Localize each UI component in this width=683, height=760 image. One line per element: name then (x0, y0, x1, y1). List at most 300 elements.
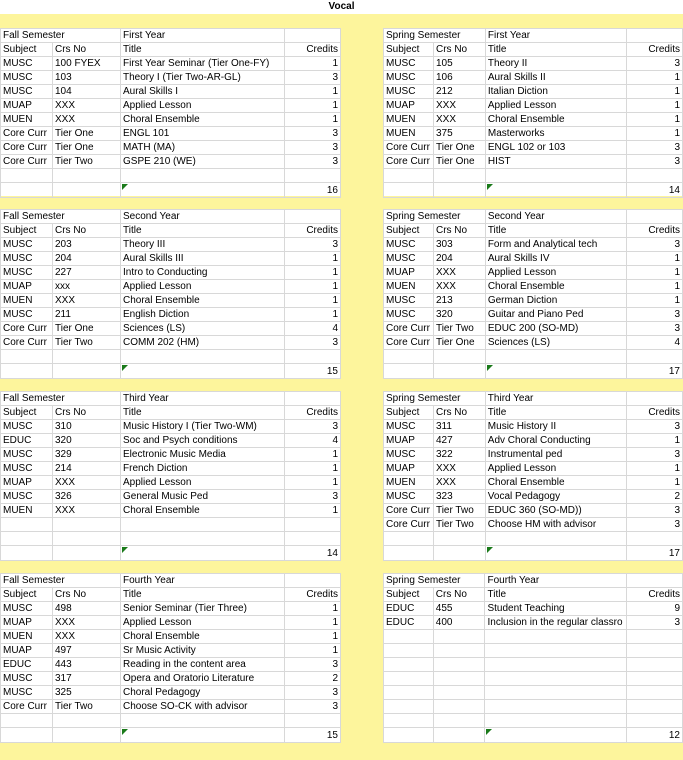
crs-no-cell[interactable]: 375 (433, 127, 485, 141)
subject-cell[interactable]: MUSC (1, 462, 53, 476)
header-crs-no[interactable]: Crs No (433, 588, 485, 602)
year-label-cell[interactable]: First Year (121, 29, 285, 43)
credits-cell[interactable]: 3 (285, 686, 341, 700)
empty-cell[interactable] (1, 546, 53, 561)
course-title-cell[interactable]: Music History II (485, 420, 627, 434)
course-title-cell[interactable]: Applied Lesson (485, 99, 626, 113)
header-subject[interactable]: Subject (1, 224, 53, 238)
course-title-cell[interactable]: Inclusion in the regular classro (485, 616, 627, 630)
empty-cell[interactable] (433, 169, 485, 183)
header-subject[interactable]: Subject (1, 406, 53, 420)
crs-no-cell[interactable]: XXX (53, 113, 121, 127)
subject-cell[interactable]: MUEN (384, 476, 434, 490)
credits-cell[interactable]: 3 (627, 322, 683, 336)
empty-cell[interactable] (285, 210, 341, 224)
crs-no-cell[interactable]: 211 (53, 308, 121, 322)
empty-cell[interactable] (433, 532, 485, 546)
course-title-cell[interactable]: Sciences (LS) (121, 322, 285, 336)
empty-cell[interactable] (627, 169, 683, 183)
header-subject[interactable]: Subject (1, 43, 53, 57)
crs-no-cell[interactable]: 104 (53, 85, 121, 99)
header-title[interactable]: Title (121, 588, 285, 602)
crs-no-cell[interactable] (433, 700, 485, 714)
subject-cell[interactable]: Core Curr (1, 336, 53, 350)
header-credits[interactable]: Credits (627, 406, 683, 420)
subject-cell[interactable]: Core Curr (1, 127, 53, 141)
header-subject[interactable]: Subject (384, 588, 434, 602)
crs-no-cell[interactable] (433, 658, 485, 672)
credits-cell[interactable]: 3 (627, 616, 683, 630)
subject-cell[interactable]: MUSC (1, 490, 53, 504)
semester-label-cell[interactable]: Fall Semester (1, 29, 121, 43)
credits-cell[interactable]: 3 (285, 141, 341, 155)
header-title[interactable]: Title (485, 224, 627, 238)
course-title-cell[interactable]: Sciences (LS) (485, 336, 627, 350)
course-title-cell[interactable]: Applied Lesson (485, 462, 627, 476)
credits-cell[interactable]: 1 (285, 113, 341, 127)
empty-cell[interactable] (433, 350, 485, 364)
course-title-cell[interactable]: Adv Choral Conducting (485, 434, 627, 448)
empty-cell[interactable] (53, 364, 121, 379)
subject-cell[interactable]: Core Curr (384, 518, 434, 532)
header-credits[interactable]: Credits (285, 224, 341, 238)
crs-no-cell[interactable]: 105 (433, 57, 485, 71)
credits-cell[interactable]: 3 (627, 504, 683, 518)
header-credits[interactable]: Credits (627, 224, 683, 238)
subject-cell[interactable]: MUAP (1, 616, 53, 630)
year-label-cell[interactable]: Fourth Year (121, 574, 285, 588)
empty-cell[interactable] (384, 728, 434, 743)
course-title-cell[interactable]: Theory II (485, 57, 626, 71)
header-title[interactable]: Title (485, 43, 626, 57)
empty-cell[interactable] (1, 169, 53, 183)
header-subject[interactable]: Subject (384, 224, 434, 238)
credits-cell[interactable]: 3 (627, 141, 683, 155)
empty-cell[interactable] (433, 364, 485, 379)
subject-cell[interactable]: EDUC (384, 602, 434, 616)
crs-no-cell[interactable]: XXX (433, 462, 485, 476)
credits-cell[interactable]: 3 (285, 336, 341, 350)
course-title-cell[interactable]: MATH (MA) (121, 141, 285, 155)
credits-cell[interactable]: 1 (285, 280, 341, 294)
semester-label-cell[interactable]: Spring Semester (384, 29, 486, 43)
credits-cell[interactable]: 1 (285, 294, 341, 308)
credits-cell[interactable]: 1 (627, 99, 683, 113)
header-credits[interactable]: Credits (285, 406, 341, 420)
year-label-cell[interactable]: Second Year (485, 210, 627, 224)
credits-cell[interactable] (627, 658, 683, 672)
subject-cell[interactable]: MUEN (384, 280, 434, 294)
credits-cell[interactable] (627, 686, 683, 700)
header-crs-no[interactable]: Crs No (53, 406, 121, 420)
crs-no-cell[interactable]: Tier One (53, 127, 121, 141)
empty-cell[interactable] (485, 169, 626, 183)
course-title-cell[interactable]: HIST (485, 155, 626, 169)
crs-no-cell[interactable]: xxx (53, 280, 121, 294)
credits-cell[interactable]: 1 (285, 616, 341, 630)
credits-cell[interactable]: 1 (285, 252, 341, 266)
course-title-cell[interactable]: Instrumental ped (485, 448, 627, 462)
subject-cell[interactable]: MUSC (1, 448, 53, 462)
crs-no-cell[interactable]: Tier One (433, 141, 485, 155)
header-credits[interactable]: Credits (285, 43, 341, 57)
crs-no-cell[interactable]: 400 (433, 616, 485, 630)
course-title-cell[interactable]: Form and Analytical tech (485, 238, 627, 252)
year-label-cell[interactable]: Third Year (121, 392, 285, 406)
crs-no-cell[interactable]: XXX (433, 99, 485, 113)
empty-cell[interactable] (1, 350, 53, 364)
empty-cell[interactable] (121, 169, 285, 183)
course-title-cell[interactable]: ENGL 101 (121, 127, 285, 141)
credits-cell[interactable]: 3 (627, 238, 683, 252)
credits-cell[interactable]: 1 (285, 266, 341, 280)
empty-cell[interactable] (53, 169, 121, 183)
subject-cell[interactable]: MUSC (384, 448, 434, 462)
credits-cell[interactable]: 4 (285, 322, 341, 336)
semester-label-cell[interactable]: Spring Semester (384, 392, 486, 406)
credits-cell[interactable]: 3 (627, 155, 683, 169)
subject-cell[interactable]: Core Curr (384, 322, 434, 336)
crs-no-cell[interactable]: XXX (53, 630, 121, 644)
course-title-cell[interactable]: Applied Lesson (121, 476, 285, 490)
crs-no-cell[interactable]: XXX (53, 476, 121, 490)
year-label-cell[interactable]: Third Year (485, 392, 627, 406)
formula-flag-cell[interactable] (121, 364, 285, 379)
subject-cell[interactable]: MUSC (1, 686, 53, 700)
empty-cell[interactable] (627, 350, 683, 364)
crs-no-cell[interactable]: Tier One (53, 141, 121, 155)
course-title-cell[interactable]: GSPE 210 (WE) (121, 155, 285, 169)
empty-cell[interactable] (485, 350, 627, 364)
credits-cell[interactable]: 3 (285, 71, 341, 85)
crs-no-cell[interactable]: 455 (433, 602, 485, 616)
subject-cell[interactable] (384, 644, 434, 658)
empty-cell[interactable] (53, 183, 121, 198)
formula-flag-cell[interactable] (485, 364, 627, 379)
subject-cell[interactable]: MUSC (384, 308, 434, 322)
subject-cell[interactable]: MUSC (384, 490, 434, 504)
header-crs-no[interactable]: Crs No (433, 406, 485, 420)
course-title-cell[interactable]: Choral Ensemble (121, 294, 285, 308)
subject-cell[interactable]: Core Curr (384, 155, 434, 169)
empty-cell[interactable] (433, 546, 485, 561)
subject-cell[interactable]: Core Curr (384, 336, 434, 350)
crs-no-cell[interactable]: Tier Two (53, 700, 121, 714)
course-title-cell[interactable]: Reading in the content area (121, 658, 285, 672)
subject-cell[interactable] (384, 630, 434, 644)
credits-total-cell[interactable]: 14 (285, 546, 341, 561)
crs-no-cell[interactable]: 106 (433, 71, 485, 85)
course-title-cell[interactable] (121, 518, 285, 532)
header-crs-no[interactable]: Crs No (53, 224, 121, 238)
empty-cell[interactable] (285, 29, 341, 43)
course-title-cell[interactable]: Choral Ensemble (121, 113, 285, 127)
subject-cell[interactable]: MUSC (1, 420, 53, 434)
header-credits[interactable]: Credits (627, 43, 683, 57)
credits-cell[interactable] (627, 672, 683, 686)
course-title-cell[interactable] (485, 700, 627, 714)
empty-cell[interactable] (384, 546, 434, 561)
credits-cell[interactable]: 1 (285, 504, 341, 518)
credits-cell[interactable]: 4 (285, 434, 341, 448)
empty-cell[interactable] (285, 532, 341, 546)
subject-cell[interactable]: EDUC (1, 658, 53, 672)
credits-cell[interactable]: 1 (285, 644, 341, 658)
header-title[interactable]: Title (121, 224, 285, 238)
credits-cell[interactable]: 4 (627, 336, 683, 350)
course-title-cell[interactable] (485, 658, 627, 672)
subject-cell[interactable]: MUSC (384, 57, 434, 71)
semester-label-cell[interactable]: Fall Semester (1, 392, 121, 406)
crs-no-cell[interactable]: 443 (53, 658, 121, 672)
header-subject[interactable]: Subject (1, 588, 53, 602)
subject-cell[interactable]: MUSC (384, 294, 434, 308)
header-crs-no[interactable]: Crs No (433, 224, 485, 238)
subject-cell[interactable]: Core Curr (1, 700, 53, 714)
crs-no-cell[interactable]: 311 (433, 420, 485, 434)
course-title-cell[interactable]: General Music Ped (121, 490, 285, 504)
crs-no-cell[interactable]: XXX (433, 280, 485, 294)
credits-cell[interactable]: 1 (627, 252, 683, 266)
crs-no-cell[interactable]: 427 (433, 434, 485, 448)
course-title-cell[interactable]: German Diction (485, 294, 627, 308)
crs-no-cell[interactable]: XXX (433, 266, 485, 280)
course-title-cell[interactable]: Senior Seminar (Tier Three) (121, 602, 285, 616)
formula-flag-cell[interactable] (485, 183, 626, 198)
crs-no-cell[interactable]: 498 (53, 602, 121, 616)
semester-label-cell[interactable]: Spring Semester (384, 574, 485, 588)
crs-no-cell[interactable]: 212 (433, 85, 485, 99)
crs-no-cell[interactable]: Tier Two (53, 155, 121, 169)
credits-total-cell[interactable]: 12 (627, 728, 683, 743)
credits-cell[interactable]: 1 (627, 85, 683, 99)
empty-cell[interactable] (627, 392, 683, 406)
credits-cell[interactable]: 1 (627, 476, 683, 490)
subject-cell[interactable]: MUSC (1, 71, 53, 85)
credits-cell[interactable]: 1 (627, 71, 683, 85)
crs-no-cell[interactable]: 103 (53, 71, 121, 85)
header-credits[interactable]: Credits (285, 588, 341, 602)
subject-cell[interactable]: MUSC (384, 420, 434, 434)
credits-cell[interactable]: 1 (285, 308, 341, 322)
empty-cell[interactable] (1, 364, 53, 379)
credits-cell[interactable]: 3 (285, 238, 341, 252)
empty-cell[interactable] (1, 714, 53, 728)
crs-no-cell[interactable] (433, 672, 485, 686)
subject-cell[interactable]: MUAP (1, 476, 53, 490)
crs-no-cell[interactable]: Tier One (53, 322, 121, 336)
crs-no-cell[interactable]: 320 (433, 308, 485, 322)
subject-cell[interactable]: MUAP (384, 99, 434, 113)
empty-cell[interactable] (485, 714, 627, 728)
header-subject[interactable]: Subject (384, 406, 434, 420)
course-title-cell[interactable]: Student Teaching (485, 602, 627, 616)
crs-no-cell[interactable] (433, 686, 485, 700)
credits-cell[interactable]: 3 (285, 700, 341, 714)
course-title-cell[interactable]: Choral Pedagogy (121, 686, 285, 700)
crs-no-cell[interactable]: 204 (433, 252, 485, 266)
subject-cell[interactable]: MUSC (384, 71, 434, 85)
credits-cell[interactable]: 1 (627, 462, 683, 476)
crs-no-cell[interactable]: Tier Two (433, 518, 485, 532)
course-title-cell[interactable]: English Diction (121, 308, 285, 322)
formula-flag-cell[interactable] (485, 728, 627, 743)
credits-cell[interactable]: 1 (627, 127, 683, 141)
crs-no-cell[interactable]: XXX (433, 113, 485, 127)
crs-no-cell[interactable]: 310 (53, 420, 121, 434)
empty-cell[interactable] (433, 183, 485, 198)
crs-no-cell[interactable]: 227 (53, 266, 121, 280)
credits-cell[interactable]: 1 (285, 462, 341, 476)
credits-cell[interactable]: 1 (285, 85, 341, 99)
subject-cell[interactable] (384, 686, 434, 700)
credits-cell[interactable]: 3 (285, 127, 341, 141)
empty-cell[interactable] (53, 350, 121, 364)
crs-no-cell[interactable] (433, 644, 485, 658)
credits-cell[interactable]: 9 (627, 602, 683, 616)
empty-cell[interactable] (1, 728, 53, 743)
subject-cell[interactable] (384, 672, 434, 686)
course-title-cell[interactable]: Choral Ensemble (121, 630, 285, 644)
course-title-cell[interactable]: Aural Skills II (485, 71, 626, 85)
credits-cell[interactable]: 1 (285, 476, 341, 490)
year-label-cell[interactable]: Second Year (121, 210, 285, 224)
subject-cell[interactable]: MUAP (384, 266, 434, 280)
crs-no-cell[interactable]: 326 (53, 490, 121, 504)
course-title-cell[interactable]: Aural Skills I (121, 85, 285, 99)
course-title-cell[interactable]: Vocal Pedagogy (485, 490, 627, 504)
credits-cell[interactable]: 1 (627, 294, 683, 308)
course-title-cell[interactable]: EDUC 360 (SO-MD)) (485, 504, 627, 518)
empty-cell[interactable] (53, 728, 121, 743)
course-title-cell[interactable]: Sr Music Activity (121, 644, 285, 658)
empty-cell[interactable] (1, 532, 53, 546)
course-title-cell[interactable]: Choral Ensemble (485, 280, 627, 294)
empty-cell[interactable] (627, 714, 683, 728)
credits-cell[interactable] (285, 518, 341, 532)
course-title-cell[interactable]: Choral Ensemble (485, 476, 627, 490)
credits-cell[interactable] (627, 700, 683, 714)
empty-cell[interactable] (485, 532, 627, 546)
course-title-cell[interactable]: EDUC 200 (SO-MD) (485, 322, 627, 336)
crs-no-cell[interactable]: 317 (53, 672, 121, 686)
empty-cell[interactable] (627, 532, 683, 546)
subject-cell[interactable] (384, 658, 434, 672)
empty-cell[interactable] (384, 714, 434, 728)
credits-cell[interactable]: 2 (285, 672, 341, 686)
subject-cell[interactable]: Core Curr (1, 141, 53, 155)
subject-cell[interactable]: Core Curr (384, 504, 434, 518)
crs-no-cell[interactable]: XXX (433, 476, 485, 490)
credits-cell[interactable]: 3 (627, 308, 683, 322)
header-title[interactable]: Title (485, 588, 627, 602)
credits-cell[interactable]: 1 (285, 99, 341, 113)
empty-cell[interactable] (285, 392, 341, 406)
course-title-cell[interactable]: Applied Lesson (121, 280, 285, 294)
semester-label-cell[interactable]: Fall Semester (1, 574, 121, 588)
crs-no-cell[interactable]: 204 (53, 252, 121, 266)
empty-cell[interactable] (384, 532, 434, 546)
crs-no-cell[interactable]: Tier One (433, 155, 485, 169)
crs-no-cell[interactable]: 497 (53, 644, 121, 658)
credits-cell[interactable]: 1 (627, 113, 683, 127)
course-title-cell[interactable]: First Year Seminar (Tier One-FY) (121, 57, 285, 71)
course-title-cell[interactable]: Theory III (121, 238, 285, 252)
credits-cell[interactable]: 3 (627, 518, 683, 532)
empty-cell[interactable] (53, 546, 121, 561)
empty-cell[interactable] (121, 714, 285, 728)
credits-cell[interactable]: 1 (627, 434, 683, 448)
subject-cell[interactable]: MUSC (1, 252, 53, 266)
subject-cell[interactable]: MUEN (384, 113, 434, 127)
course-title-cell[interactable]: Music History I (Tier Two-WM) (121, 420, 285, 434)
subject-cell[interactable]: MUSC (1, 57, 53, 71)
empty-cell[interactable] (1, 183, 53, 198)
subject-cell[interactable]: MUEN (1, 630, 53, 644)
semester-label-cell[interactable]: Spring Semester (384, 210, 486, 224)
subject-cell[interactable]: MUAP (384, 434, 434, 448)
empty-cell[interactable] (285, 714, 341, 728)
header-crs-no[interactable]: Crs No (53, 43, 121, 57)
empty-cell[interactable] (433, 728, 485, 743)
credits-cell[interactable]: 3 (285, 490, 341, 504)
course-title-cell[interactable]: COMM 202 (HM) (121, 336, 285, 350)
header-crs-no[interactable]: Crs No (53, 588, 121, 602)
course-title-cell[interactable]: Intro to Conducting (121, 266, 285, 280)
course-title-cell[interactable] (485, 672, 627, 686)
credits-cell[interactable]: 3 (627, 420, 683, 434)
course-title-cell[interactable]: Aural Skills III (121, 252, 285, 266)
course-title-cell[interactable]: Choose SO-CK with advisor (121, 700, 285, 714)
course-title-cell[interactable]: Aural Skills IV (485, 252, 627, 266)
credits-cell[interactable]: 3 (627, 57, 683, 71)
empty-cell[interactable] (53, 714, 121, 728)
crs-no-cell[interactable]: 303 (433, 238, 485, 252)
crs-no-cell[interactable]: 214 (53, 462, 121, 476)
empty-cell[interactable] (285, 350, 341, 364)
empty-cell[interactable] (384, 350, 434, 364)
subject-cell[interactable]: Core Curr (384, 141, 434, 155)
credits-cell[interactable]: 3 (285, 420, 341, 434)
header-title[interactable]: Title (485, 406, 627, 420)
subject-cell[interactable]: MUSC (1, 308, 53, 322)
credits-cell[interactable]: 1 (285, 448, 341, 462)
formula-flag-cell[interactable] (121, 546, 285, 561)
course-title-cell[interactable]: Soc and Psych conditions (121, 434, 285, 448)
header-title[interactable]: Title (121, 406, 285, 420)
empty-cell[interactable] (384, 364, 434, 379)
course-title-cell[interactable]: French Diction (121, 462, 285, 476)
crs-no-cell[interactable]: XXX (53, 504, 121, 518)
credits-total-cell[interactable]: 14 (627, 183, 683, 198)
course-title-cell[interactable] (485, 686, 627, 700)
subject-cell[interactable]: MUSC (1, 672, 53, 686)
credits-total-cell[interactable]: 16 (285, 183, 341, 198)
crs-no-cell[interactable]: XXX (53, 294, 121, 308)
subject-cell[interactable]: MUSC (384, 252, 434, 266)
crs-no-cell[interactable]: 213 (433, 294, 485, 308)
course-title-cell[interactable]: Applied Lesson (485, 266, 627, 280)
subject-cell[interactable]: MUAP (1, 280, 53, 294)
crs-no-cell[interactable]: 203 (53, 238, 121, 252)
crs-no-cell[interactable]: XXX (53, 616, 121, 630)
crs-no-cell[interactable]: Tier Two (433, 322, 485, 336)
course-title-cell[interactable]: Italian Diction (485, 85, 626, 99)
course-title-cell[interactable]: Choose HM with advisor (485, 518, 627, 532)
subject-cell[interactable]: MUSC (384, 85, 434, 99)
empty-cell[interactable] (433, 714, 485, 728)
subject-cell[interactable]: MUAP (1, 99, 53, 113)
